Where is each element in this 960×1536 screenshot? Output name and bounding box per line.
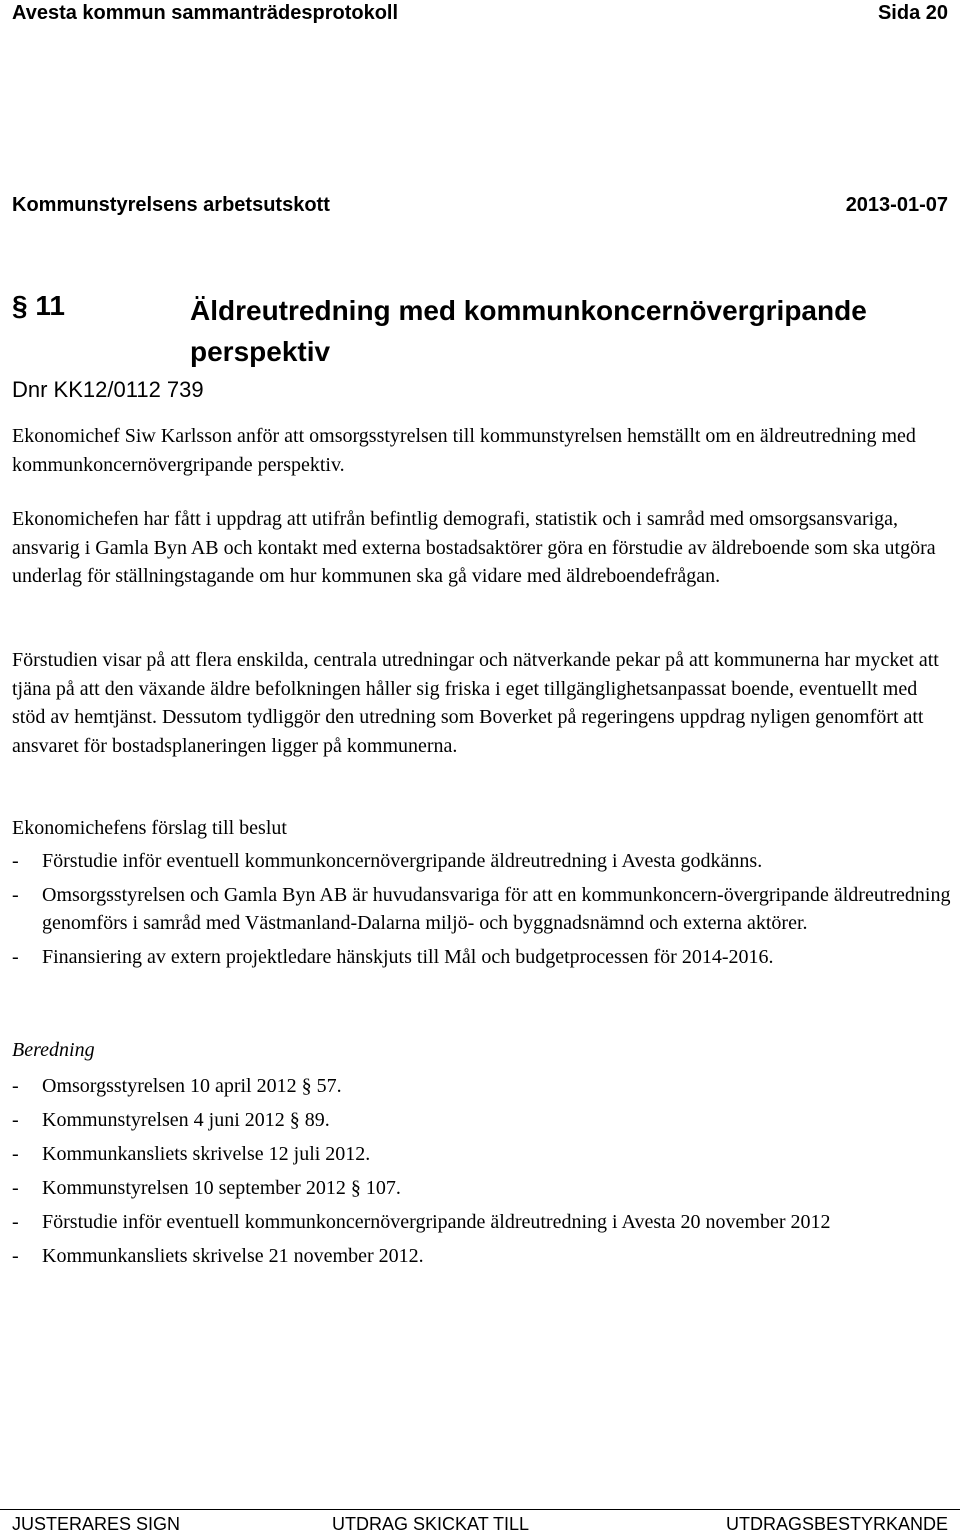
list-item-text: Omsorgsstyrelsen och Gamla Byn AB är huvudansvariga för att en kommunkoncern-övergripande äldreutredning genomförs i samråd med Västmanland-Dalarna miljö- och byggnadsnämnd och externa aktörer.: [42, 883, 951, 934]
list-item-text: Kommunkansliets skrivelse 21 november 2012.: [42, 1245, 424, 1267]
list-item-text: Kommunstyrelsen 4 juni 2012 § 89.: [42, 1109, 330, 1131]
list-item-text: Kommunkansliets skrivelse 12 juli 2012.: [42, 1143, 371, 1165]
preparation-list: [12, 1072, 952, 1276]
list-item: [12, 1242, 952, 1271]
committee-name: Kommunstyrelsens arbetsutskott: [12, 194, 330, 216]
meeting-date: 2013-01-07: [845, 194, 948, 216]
list-item: [12, 943, 952, 972]
list-dash: -: [12, 1245, 19, 1267]
list-item-text: Finansiering av extern projektledare hänskjuts till Mål och budgetprocessen för 2014-2016.: [42, 945, 774, 968]
page-number: Sida 20: [877, 2, 948, 24]
section-title: Äldreutredning med kommunkoncernövergripande perspektiv: [190, 295, 867, 367]
list-dash: -: [12, 883, 19, 906]
footer-signature-label: JUSTERARES SIGN: [12, 1514, 181, 1534]
list-item: [12, 1208, 952, 1237]
footer-sent-to-label: UTDRAG SKICKAT TILL: [332, 1514, 530, 1534]
list-dash: -: [12, 1109, 19, 1131]
section-number: § 11: [12, 290, 65, 321]
paragraph-assignment: Ekonomichefen har fått i uppdrag att utifrån befintlig demografi, statistik och i samråd med omsorgsansvariga, ansvarig i Gamla Byn AB och kontakt med externa bostadsaktörer göra en förstudie av äldreboende som ska utgöra underlag för ställningstagande om hur kommunen ska gå vidare med äldreboendefrågan.: [12, 508, 936, 587]
footer-certification-label: UTDRAGSBESTYRKANDE: [725, 1514, 948, 1534]
case-number: Dnr KK12/0112 739: [12, 377, 204, 402]
footer-divider: [0, 1509, 960, 1510]
paragraph-intro: Ekonomichef Siw Karlsson anför att omsorgsstyrelsen till kommunstyrelsen hemställt om en äldreutredning med kommunkoncernövergripande perspektiv.: [12, 425, 916, 476]
list-dash: -: [12, 1143, 19, 1165]
list-dash: -: [12, 945, 19, 968]
list-dash: -: [12, 1211, 19, 1233]
list-dash: -: [12, 1075, 19, 1097]
list-item: [12, 1072, 952, 1101]
list-item: [12, 881, 952, 938]
list-item-text: Kommunstyrelsen 10 september 2012 § 107.: [42, 1177, 401, 1199]
list-item: [12, 847, 952, 876]
list-dash: -: [12, 1177, 19, 1199]
list-item-text: Förstudie inför eventuell kommunkoncernövergripande äldreutredning i Avesta godkänns.: [42, 850, 763, 872]
list-dash: -: [12, 850, 19, 872]
list-item: [12, 1140, 952, 1169]
document-header-title: Avesta kommun sammanträdesprotokoll: [12, 2, 399, 24]
list-item-text: Förstudie inför eventuell kommunkoncernövergripande äldreutredning i Avesta 20 november 2012: [42, 1211, 831, 1233]
list-item: [12, 1174, 952, 1203]
list-item-text: Omsorgsstyrelsen 10 april 2012 § 57.: [42, 1075, 342, 1097]
list-item: [12, 1106, 952, 1135]
proposal-heading: Ekonomichefens förslag till beslut: [12, 817, 287, 839]
proposal-list: [12, 847, 952, 976]
preparation-heading: Beredning: [12, 1039, 95, 1061]
paragraph-findings: Förstudien visar på att flera enskilda, centrala utredningar och nätverkande pekar på att kommunerna har mycket att tjäna på att den växande äldre befolkningen håller sig friska i eget tillgänglighetsanpassat boende, eventuellt med stöd av hemtjänst. Dessutom tydliggör den utredning som Boverket på regeringens uppdrag nyligen genomfört att ansvaret för bostadsplaneringen ligger på kommunerna.: [12, 649, 939, 757]
